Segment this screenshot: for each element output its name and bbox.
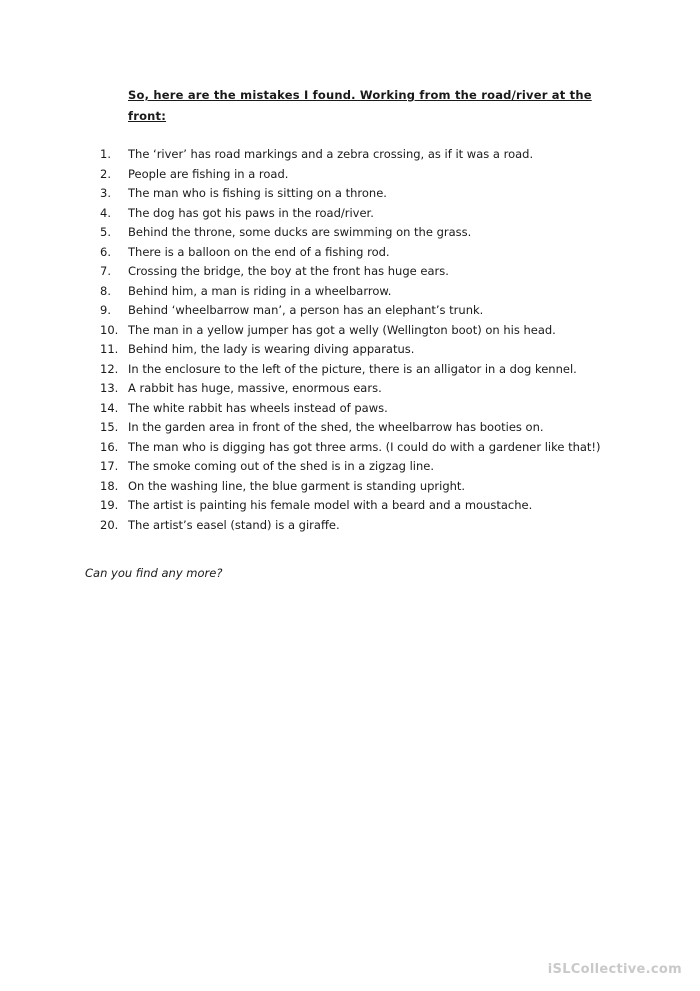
list-item-text: People are fishing in a road. [128, 166, 289, 181]
list-item [100, 301, 620, 321]
watermark-logo: iSLCollective.com [547, 962, 682, 977]
list-item-number: 12. [100, 361, 119, 376]
list-item-text: The man in a yellow jumper has got a welly (Wellington boot) on his head. [128, 322, 556, 337]
list-item [100, 282, 620, 302]
list-item-number: 9. [100, 303, 111, 317]
list-item-number: 14. [100, 400, 119, 415]
list-item [100, 496, 620, 516]
list-item [100, 360, 620, 380]
list-item-text: Behind ‘wheelbarrow man’, a person has an elephant’s trunk. [128, 303, 484, 317]
list-item [100, 438, 620, 458]
list-item-number: 5. [100, 225, 111, 239]
list-item-text: Crossing the bridge, the boy at the front has huge ears. [128, 264, 449, 278]
list-item-number: 15. [100, 420, 119, 434]
list-item-number: 17. [100, 459, 119, 473]
list-item-text: Behind the throne, some ducks are swimming on the grass. [128, 225, 472, 239]
list-item [100, 243, 620, 263]
list-item [100, 340, 620, 360]
list-item-text: The man who is digging has got three arms. (I could do with a gardener like that!) [128, 439, 601, 454]
list-item [100, 204, 620, 224]
list-item [100, 223, 620, 243]
list-item [100, 457, 620, 477]
list-item-number: 2. [100, 166, 111, 181]
list-item-number: 16. [100, 439, 119, 454]
list-item-text: The white rabbit has wheels instead of paws. [128, 400, 388, 415]
list-item [100, 379, 620, 399]
list-item [100, 321, 620, 341]
list-item-text: The artist is painting his female model with a beard and a moustache. [128, 498, 533, 512]
list-item-text: The man who is fishing is sitting on a throne. [128, 186, 387, 200]
list-item [100, 399, 620, 419]
page-heading: So, here are the mistakes I found. Working from the road/river at the front: [128, 88, 592, 123]
list-item-text: There is a balloon on the end of a fishing rod. [128, 244, 390, 259]
list-item-number: 13. [100, 381, 119, 395]
list-item-number: 11. [100, 342, 119, 356]
list-item-text: The dog has got his paws in the road/river. [128, 205, 374, 220]
list-item-number: 6. [100, 244, 111, 259]
list-item [100, 477, 620, 497]
mistakes-list [100, 145, 620, 535]
list-item [100, 516, 620, 536]
list-item-text: A rabbit has huge, massive, enormous ears. [128, 381, 382, 395]
list-item-number: 3. [100, 186, 111, 200]
list-item-text: The ‘river’ has road markings and a zebra crossing, as if it was a road. [128, 147, 534, 161]
list-item [100, 145, 620, 165]
closing-question: Can you find any more? [85, 566, 223, 580]
list-item-number: 8. [100, 283, 111, 298]
list-item-text: Behind him, the lady is wearing diving apparatus. [128, 342, 415, 356]
list-item [100, 184, 620, 204]
list-item-number: 18. [100, 478, 119, 493]
list-item-text: The smoke coming out of the shed is in a zigzag line. [128, 459, 434, 473]
list-item-number: 4. [100, 205, 111, 220]
list-item-number: 19. [100, 498, 119, 512]
list-item-text: On the washing line, the blue garment is standing upright. [128, 478, 466, 493]
list-item-text: In the garden area in front of the shed, the wheelbarrow has booties on. [128, 420, 544, 434]
list-item-text: Behind him, a man is riding in a wheelbarrow. [128, 283, 392, 298]
list-item-number: 20. [100, 517, 119, 532]
list-item [100, 165, 620, 185]
list-item [100, 262, 620, 282]
list-item-number: 7. [100, 264, 111, 278]
list-item-text: In the enclosure to the left of the picture, there is an alligator in a dog kennel. [128, 361, 577, 376]
list-item [100, 418, 620, 438]
list-item-text: The artist’s easel (stand) is a giraffe. [128, 517, 340, 532]
list-item-number: 1. [100, 147, 111, 161]
list-item-number: 10. [100, 322, 119, 337]
